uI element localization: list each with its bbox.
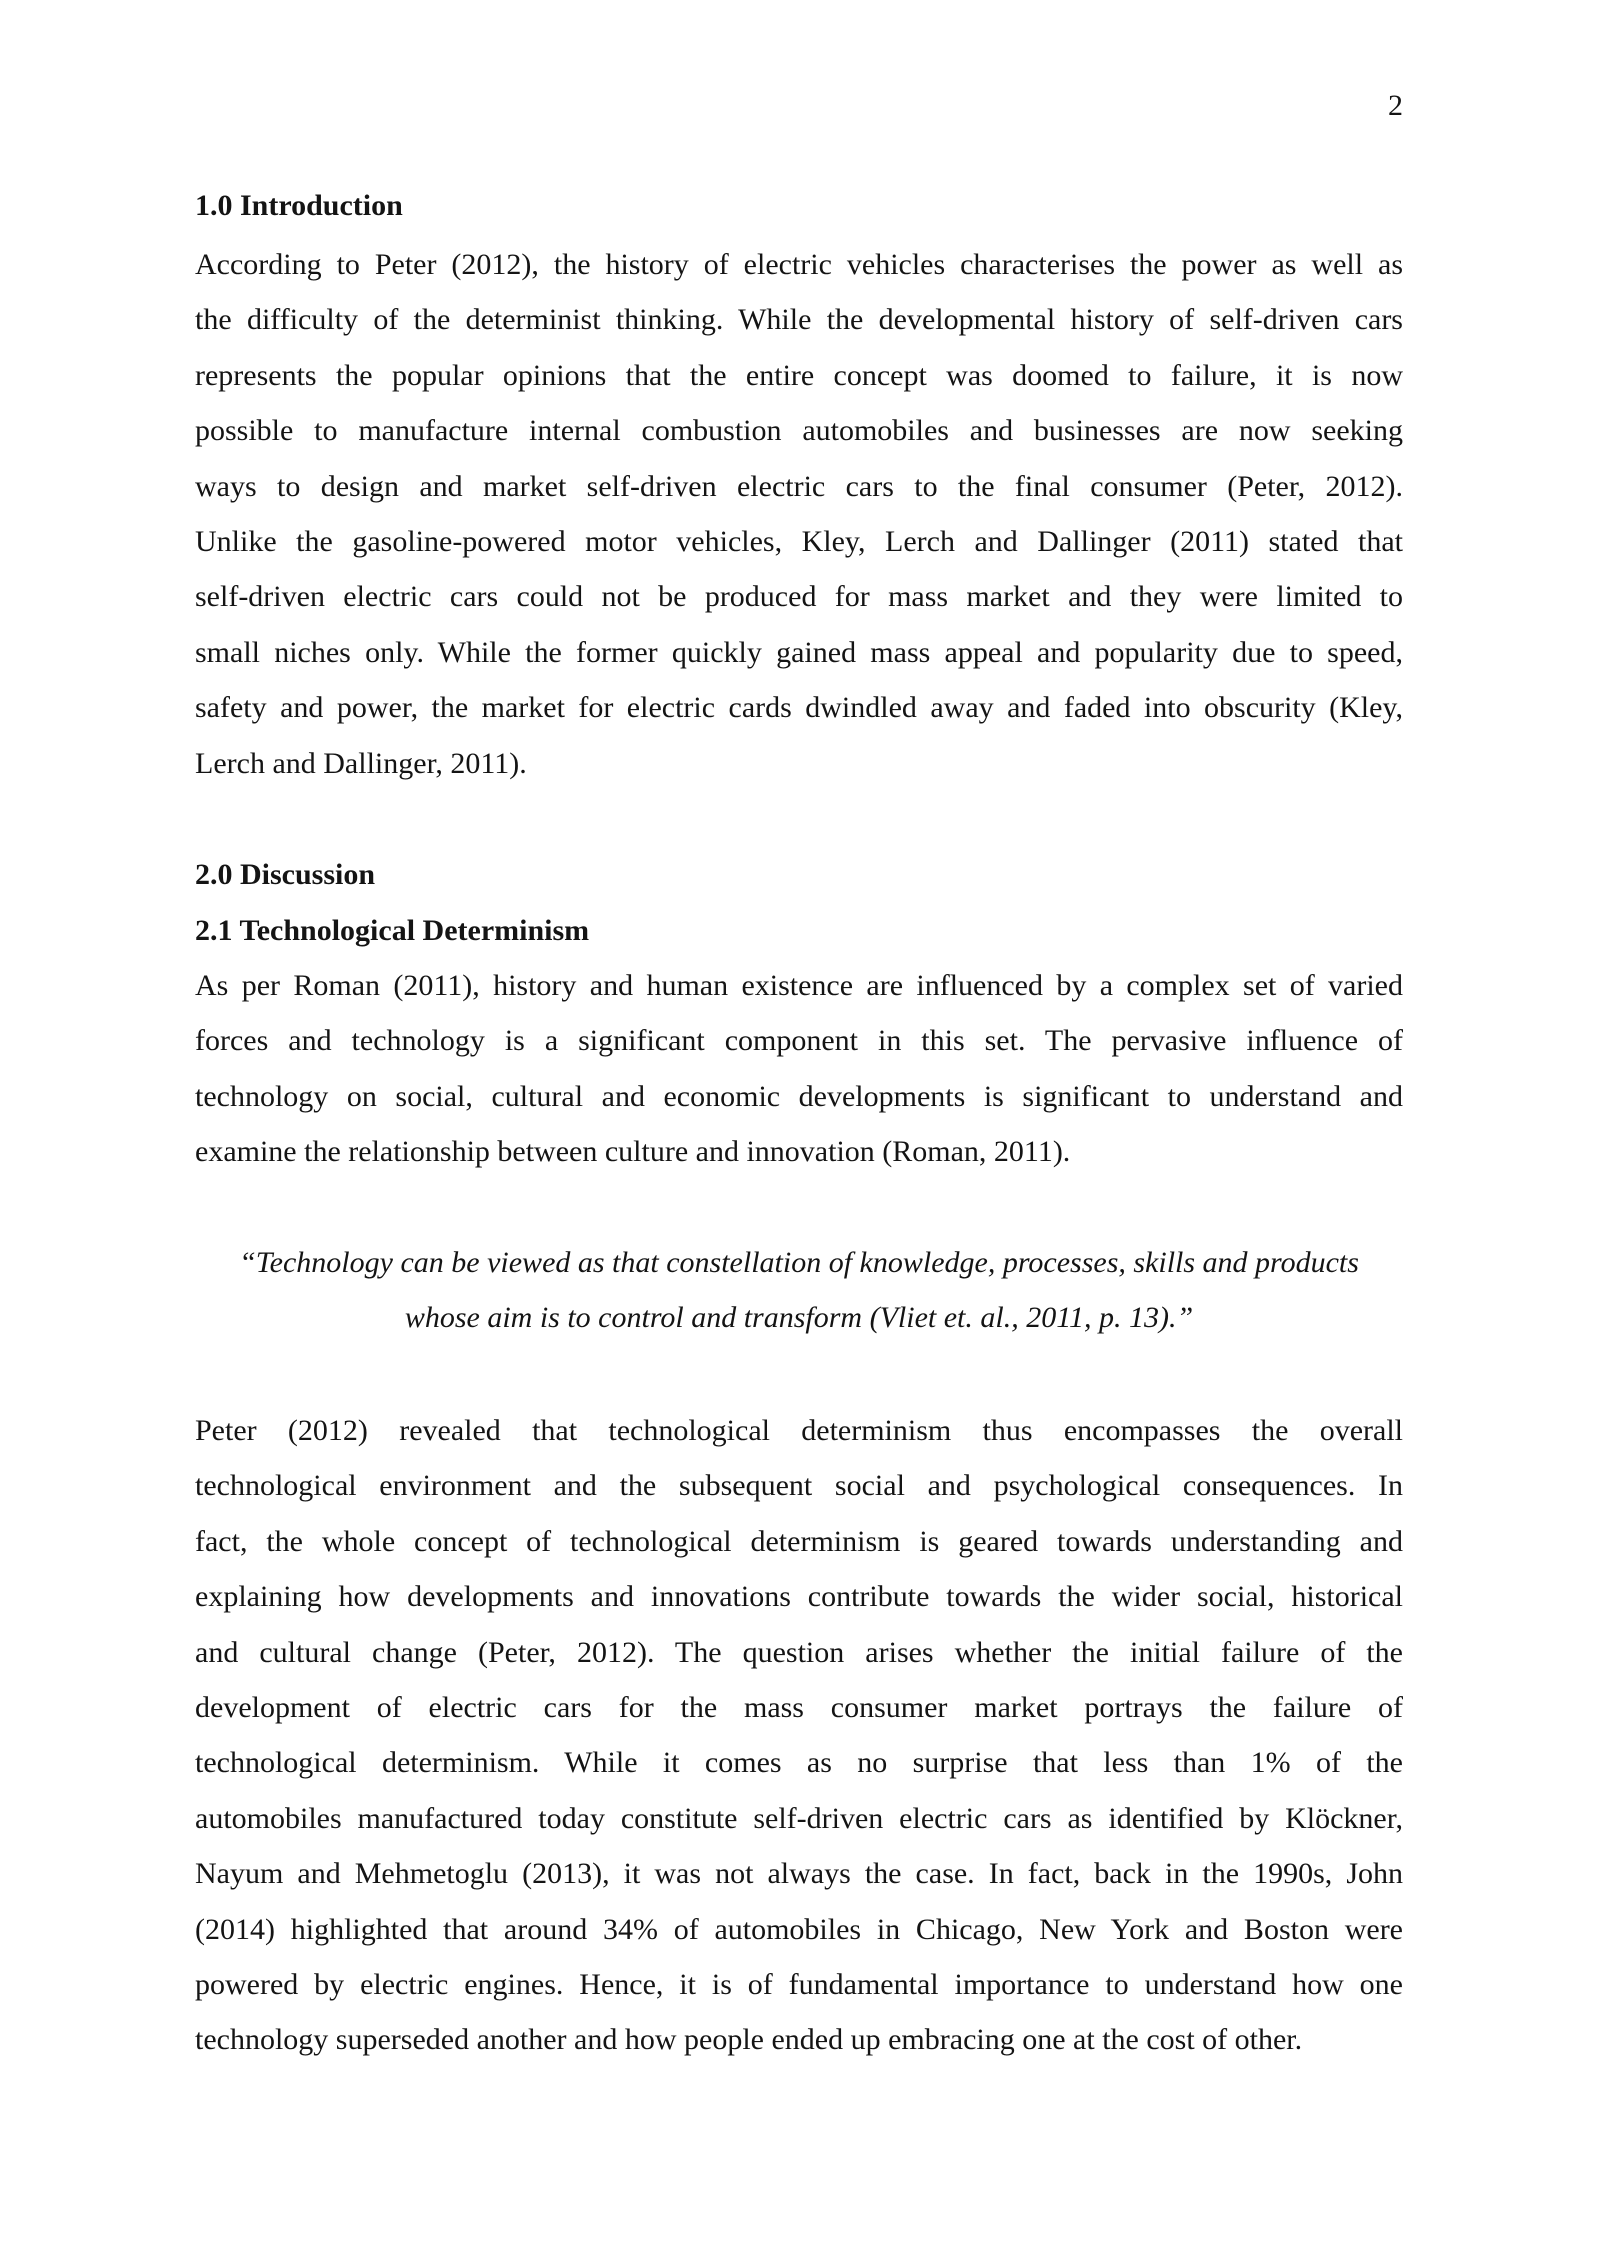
text-line: According to Peter (2012), the history of electric vehicles characterises the power as well as — [195, 248, 1403, 281]
text-line: whose aim is to control and transform (Vliet et. al., 2011, p. 13).” — [404, 1301, 1194, 1335]
text-line: (2014) highlighted that around 34% of automobiles in Chicago, New York and Boston were — [195, 1912, 1403, 1946]
page-number: 2 — [1388, 89, 1403, 122]
text-line: examine the relationship between culture and innovation (Roman, 2011). — [195, 1135, 1071, 1169]
text-line: As per Roman (2011), history and human existence are influenced by a complex set of varied — [195, 969, 1403, 1002]
text-line: ways to design and market self-driven electric cars to the final consumer (Peter, 2012). — [195, 469, 1403, 503]
text-line: “Technology can be viewed as that constellation of knowledge, processes, skills and products — [239, 1246, 1359, 1279]
text-line: and cultural change (Peter, 2012). The question arises whether the initial failure of the — [195, 1635, 1403, 1669]
text-line: Nayum and Mehmetoglu (2013), it was not always the case. In fact, back in the 1990s, John — [195, 1857, 1403, 1891]
text-line: represents the popular opinions that the entire concept was doomed to failure, it is now — [195, 358, 1403, 392]
determinism-paragraph — [195, 958, 1403, 1180]
closing-paragraph — [195, 1403, 1403, 2068]
text-line: powered by electric engines. Hence, it is of fundamental importance to understand how one — [195, 1968, 1403, 2002]
text-line: technological environment and the subsequent social and psychological consequences. In — [195, 1469, 1403, 1503]
text-line: fact, the whole concept of technological determinism is geared towards understanding and — [195, 1524, 1403, 1558]
text-line: self-driven electric cars could not be produced for mass market and they were limited to — [195, 580, 1403, 614]
text-line: automobiles manufactured today constitute self-driven electric cars as identified by Klöckner, — [195, 1801, 1403, 1835]
text-line: development of electric cars for the mass consumer market portrays the failure of — [195, 1691, 1403, 1725]
discussion-heading: 2.0 Discussion — [195, 858, 376, 891]
text-line: Lerch and Dallinger, 2011). — [195, 746, 527, 780]
text-line: safety and power, the market for electric cards dwindled away and faded into obscurity (Kley, — [195, 691, 1403, 725]
text-line: possible to manufacture internal combustion automobiles and businesses are now seeking — [195, 414, 1403, 448]
text-line: technology on social, cultural and economic developments is significant to understand and — [195, 1079, 1403, 1113]
technological-determinism-subheading: 2.1 Technological Determinism — [195, 914, 590, 947]
text-line: forces and technology is a significant component in this set. The pervasive influence of — [195, 1024, 1403, 1058]
text-line: Peter (2012) revealed that technological determinism thus encompasses the overall — [195, 1414, 1403, 1447]
block-quote — [195, 1235, 1403, 1346]
text-line: the difficulty of the determinist thinking. While the developmental history of self-driven cars — [195, 303, 1403, 337]
text-line: explaining how developments and innovations contribute towards the wider social, historical — [195, 1580, 1403, 1614]
text-line: technology superseded another and how people ended up embracing one at the cost of other. — [195, 2023, 1303, 2057]
text-line: Unlike the gasoline-powered motor vehicles, Kley, Lerch and Dallinger (2011) stated that — [195, 525, 1403, 559]
intro-heading: 1.0 Introduction — [195, 189, 403, 222]
intro-paragraph — [195, 237, 1403, 791]
text-line: technological determinism. While it comes as no surprise that less than 1% of the — [195, 1746, 1403, 1780]
text-line: small niches only. While the former quickly gained mass appeal and popularity due to speed, — [195, 635, 1403, 669]
